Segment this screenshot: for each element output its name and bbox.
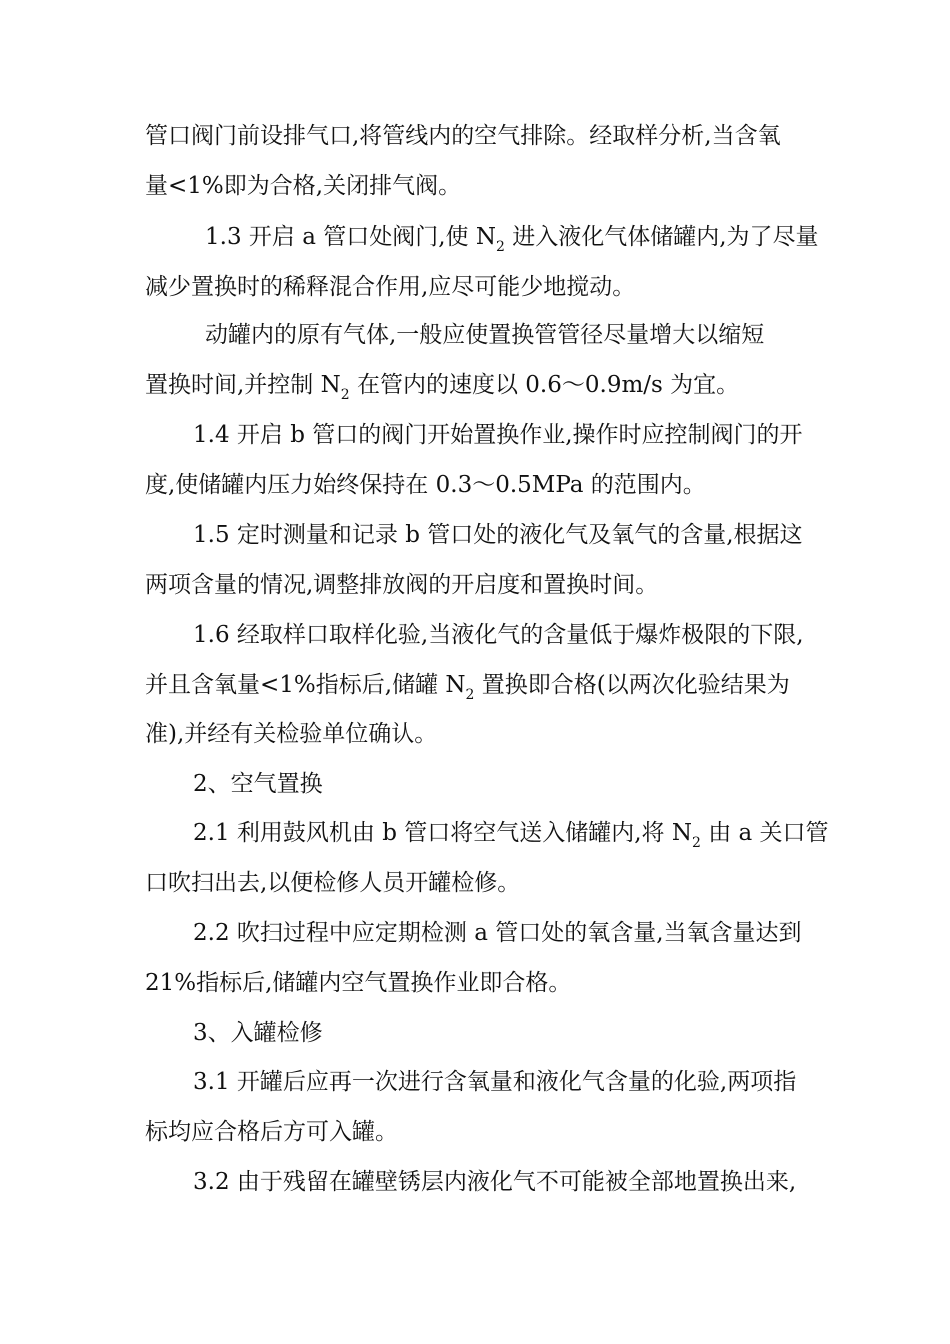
subscript: 2 [465,687,475,703]
text-line [145,670,790,703]
text-line [145,370,739,403]
section-heading: 2、空气置换 [193,771,323,797]
text-segment: 1.3 开启 a 管口处阀门,使 N [205,224,496,250]
text-line: 量<1%即为合格,关闭排气阀。 [145,173,462,199]
text-line [193,818,829,851]
subscript: 2 [495,239,505,255]
text-line: 准),并经有关检验单位确认。 [145,721,438,747]
text-line [205,222,819,255]
text-segment: 由 a 关口管 [700,820,829,846]
text-line: 2.2 吹扫过程中应定期检测 a 管口处的氧含量,当氧含量达到 [193,920,802,946]
subscript: 2 [340,387,350,403]
text-segment: 置换即合格(以两次化验结果为 [474,672,790,698]
text-line: 21%指标后,储罐内空气置换作业即合格。 [145,970,572,996]
text-segment: 在管内的速度以 0.6～0.9m/s 为宜。 [349,372,740,398]
text-line: 1.4 开启 b 管口的阀门开始置换作业,操作时应控制阀门的开 [193,422,803,448]
text-line: 管口阀门前设排气口,将管线内的空气排除。经取样分析,当含氧 [145,123,781,149]
text-segment: 2.1 利用鼓风机由 b 管口将空气送入储罐内,将 N [193,820,692,846]
text-line: 1.5 定时测量和记录 b 管口处的液化气及氧气的含量,根据这 [193,522,803,548]
text-line: 1.6 经取样口取样化验,当液化气的含量低于爆炸极限的下限, [193,622,804,648]
text-line: 3.1 开罐后应再一次进行含氧量和液化气含量的化验,两项指 [193,1069,797,1095]
section-heading: 3、入罐检修 [193,1020,323,1046]
text-line: 两项含量的情况,调整排放阀的开启度和置换时间。 [145,572,659,598]
text-segment: 置换时间,并控制 N [145,372,341,398]
subscript: 2 [691,835,701,851]
text-segment: 进入液化气体储罐内,为了尽量 [504,224,819,250]
text-line: 度,使储罐内压力始终保持在 0.3～0.5MPa 的范围内。 [145,472,706,498]
text-line: 减少置换时的稀释混合作用,应尽可能少地搅动。 [145,274,636,300]
text-line: 口吹扫出去,以便检修人员开罐检修。 [145,870,521,896]
text-segment: 并且含氧量<1%指标后,储罐 N [145,672,466,698]
text-line: 动罐内的原有气体,一般应使置换管管径尽量增大以缩短 [205,322,765,348]
text-line: 标均应合格后方可入罐。 [145,1119,398,1145]
text-line: 3.2 由于残留在罐壁锈层内液化气不可能被全部地置换出来, [193,1169,797,1195]
